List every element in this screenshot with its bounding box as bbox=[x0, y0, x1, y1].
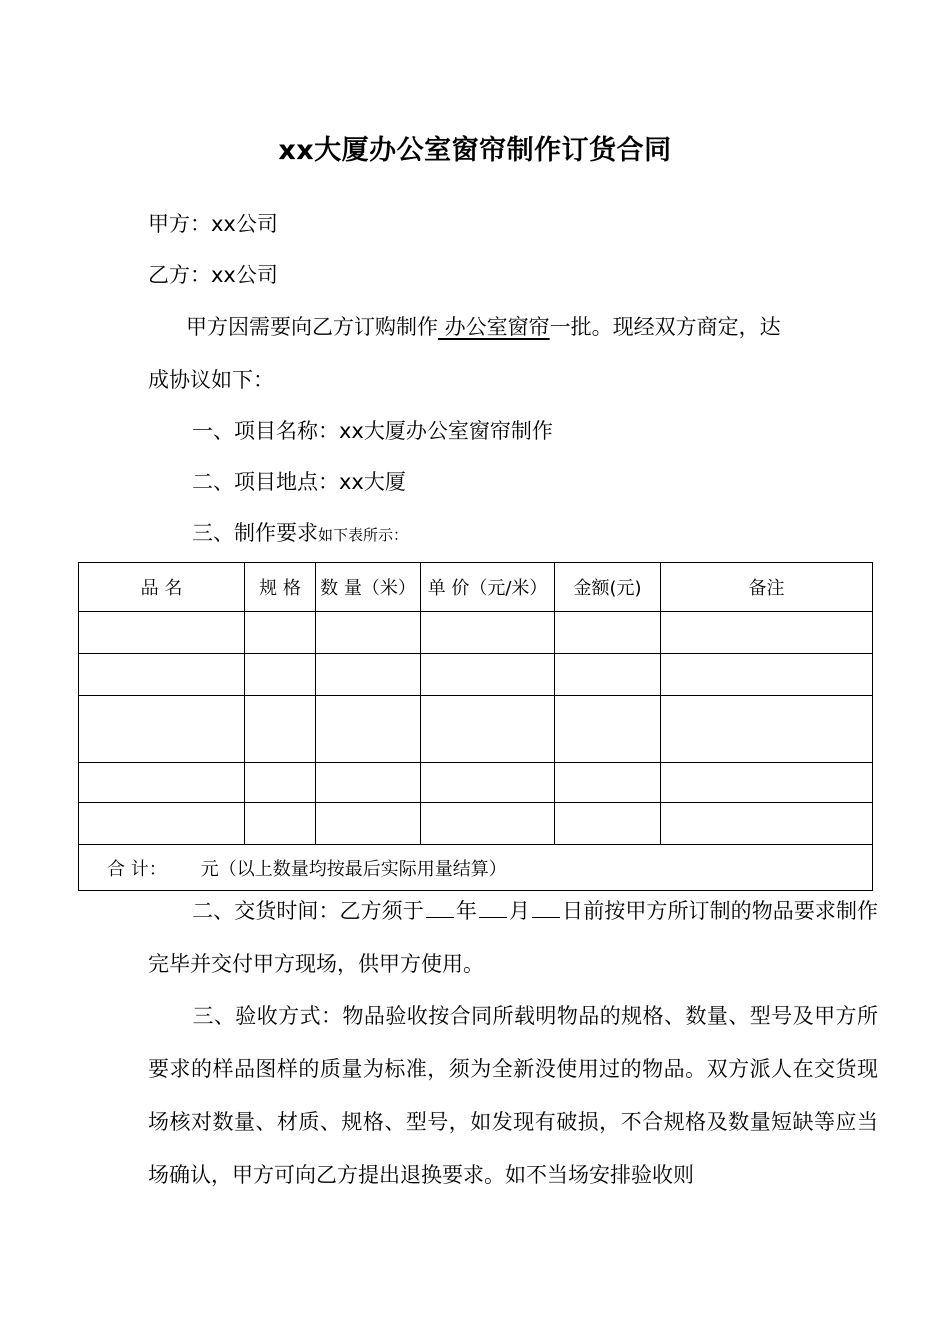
item-project-location: 二、项目地点：xx大厦 bbox=[192, 470, 406, 494]
table-cell[interactable] bbox=[661, 763, 873, 803]
month-blank[interactable] bbox=[479, 899, 507, 918]
table-cell[interactable] bbox=[555, 763, 661, 803]
acceptance-text: 三、验收方式：物品验收按合同所载明物品的规格、数量、型号及甲方所要求的样品图样的质量为标准，须为全新没使用过的物品。双方派人在交货现场核对数量、材质、规格、型号，如发现有破损，不合规格及数量短缺等应当场确认，甲方可向乙方提出退换要求。如不当场安排验收则 bbox=[148, 1004, 878, 1187]
table-cell[interactable] bbox=[79, 803, 245, 845]
header-product-name: 品 名 bbox=[79, 563, 245, 612]
total-label: 合 计： bbox=[107, 858, 167, 880]
table-cell[interactable] bbox=[316, 696, 421, 763]
table-row bbox=[79, 654, 873, 696]
table-cell[interactable] bbox=[316, 763, 421, 803]
table-cell[interactable] bbox=[79, 696, 245, 763]
table-cell[interactable] bbox=[316, 803, 421, 845]
table-cell[interactable] bbox=[555, 612, 661, 654]
table-row bbox=[79, 763, 873, 803]
table-cell[interactable] bbox=[245, 696, 316, 763]
item-project-name: 一、项目名称：xx大厦办公室窗帘制作 bbox=[192, 419, 553, 443]
table-total-row bbox=[79, 845, 873, 891]
table-cell[interactable] bbox=[661, 803, 873, 845]
document-title: xx大厦办公室窗帘制作订货合同 bbox=[278, 135, 672, 166]
party-a: 甲方：xx公司 bbox=[148, 212, 278, 236]
day-blank[interactable] bbox=[532, 899, 560, 918]
table-cell[interactable] bbox=[245, 803, 316, 845]
year-blank[interactable] bbox=[426, 899, 454, 918]
item-requirements-note: 如下表所示： bbox=[318, 526, 409, 544]
table-cell[interactable] bbox=[661, 612, 873, 654]
table-row bbox=[79, 696, 873, 763]
intro-line-2: 成协议如下： bbox=[148, 368, 274, 392]
header-remarks: 备注 bbox=[661, 563, 873, 612]
total-note: 元（以上数量均按最后实际用量结算） bbox=[200, 858, 507, 880]
table-row bbox=[79, 612, 873, 654]
delivery-year: 年 bbox=[455, 899, 477, 923]
intro-line bbox=[186, 311, 781, 341]
table-cell[interactable] bbox=[421, 763, 555, 803]
table-cell[interactable] bbox=[421, 803, 555, 845]
clause-acceptance bbox=[148, 990, 878, 1202]
header-quantity: 数 量（米） bbox=[316, 563, 421, 612]
table-cell[interactable] bbox=[555, 803, 661, 845]
clause-delivery bbox=[148, 885, 878, 991]
table-cell[interactable] bbox=[79, 763, 245, 803]
order-table bbox=[78, 562, 873, 891]
table-cell[interactable] bbox=[245, 654, 316, 696]
table-cell[interactable] bbox=[421, 696, 555, 763]
table-cell[interactable] bbox=[661, 696, 873, 763]
table-cell[interactable] bbox=[316, 612, 421, 654]
table-cell[interactable] bbox=[79, 654, 245, 696]
table-cell[interactable] bbox=[245, 763, 316, 803]
delivery-month: 月 bbox=[508, 899, 531, 923]
table-row bbox=[79, 803, 873, 845]
item-requirements bbox=[192, 517, 408, 547]
table-cell[interactable] bbox=[245, 612, 316, 654]
table-cell[interactable] bbox=[421, 612, 555, 654]
intro-before: 甲方因需要向乙方订购制作 bbox=[186, 315, 438, 339]
intro-item: 办公室窗帘 bbox=[438, 315, 550, 339]
intro-after: 一批。现经双方商定，达 bbox=[549, 315, 781, 339]
party-b: 乙方：xx公司 bbox=[148, 263, 278, 287]
table-cell[interactable] bbox=[316, 654, 421, 696]
table-cell[interactable] bbox=[421, 654, 555, 696]
header-unit-price: 单 价（元/米） bbox=[421, 563, 555, 612]
total-cell bbox=[79, 845, 873, 891]
table-cell[interactable] bbox=[555, 654, 661, 696]
table-cell[interactable] bbox=[555, 696, 661, 763]
item-requirements-label: 三、制作要求 bbox=[192, 521, 318, 545]
table-cell[interactable] bbox=[661, 654, 873, 696]
header-spec: 规 格 bbox=[245, 563, 316, 612]
delivery-text-a: 二、交货时间：乙方须于 bbox=[192, 899, 424, 923]
table-header-row bbox=[79, 563, 873, 612]
header-amount: 金额(元) bbox=[555, 563, 661, 612]
delivery-text-b: 日前按甲方所订制的物品要求制作完毕并交付甲方现场，供甲方使用。 bbox=[148, 899, 879, 976]
table-cell[interactable] bbox=[79, 612, 245, 654]
